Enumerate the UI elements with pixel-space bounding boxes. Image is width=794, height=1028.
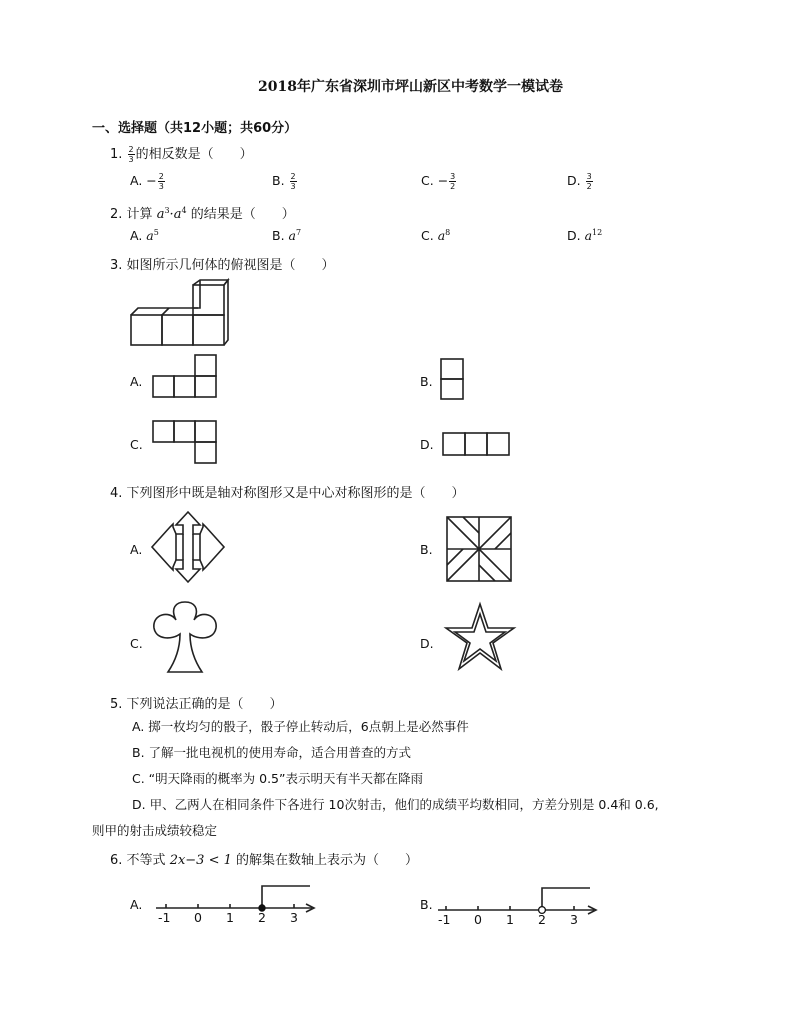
q3-option-a-figure [152, 354, 218, 398]
solid-figure [128, 280, 228, 348]
axis-tick-label: 0 [194, 910, 202, 925]
axis-tick-label: 1 [226, 910, 234, 925]
math-expression: $a^3\cdot a^4$ [156, 206, 187, 222]
question-1 [110, 143, 253, 164]
section-heading: 一、选择题（共12小题；共60分） [92, 121, 298, 136]
question-stem: 的相反数是（ ） [135, 147, 253, 162]
q6-option-a[interactable]: A. [130, 897, 143, 912]
axis-tick-label: 2 [538, 912, 546, 927]
axis-tick-label: 0 [474, 912, 482, 927]
q4-option-b[interactable]: B. [420, 542, 433, 557]
star-icon [444, 602, 516, 674]
q2-option-a[interactable]: A. $a^5$ [130, 228, 159, 243]
q3-option-b-figure [440, 358, 464, 400]
q4-option-c[interactable]: C. [130, 636, 143, 651]
q2-option-c[interactable]: C. $a^8$ [421, 228, 451, 243]
q4-option-a[interactable]: A. [130, 542, 143, 557]
q3-option-a[interactable]: A. [130, 374, 143, 389]
pinwheel-icon [446, 516, 512, 582]
q1-option-c[interactable]: C. − $\frac{3}{2}$ [421, 172, 456, 191]
four-way-arrow-icon [150, 510, 226, 584]
question-3: 3. 如图所示几何体的俯视图是（ ） [110, 258, 335, 273]
q5-option-d[interactable]: D. 甲、乙两人在相同条件下各进行 10次射击，他们的成绩平均数相同，方差分别是 0.4和 0.6, [132, 797, 659, 812]
question-4: 4. 下列图形中既是轴对称图形又是中心对称图形的是（ ） [110, 486, 465, 501]
inequality: 2x−3 < 1 [169, 853, 232, 868]
page-title: 2018年广东省深圳市坪山新区中考数学一模试卷 [258, 79, 563, 95]
q5-option-a[interactable]: A. 掷一枚均匀的骰子，骰子停止转动后，6点朝上是必然事件 [132, 719, 469, 734]
axis-tick-label: 3 [290, 910, 298, 925]
q3-option-b[interactable]: B. [420, 374, 433, 389]
q4-option-d[interactable]: D. [420, 636, 434, 651]
fraction: $\frac{2}{3}$ [128, 145, 134, 164]
axis-tick-label: -1 [158, 910, 171, 925]
q5-option-c[interactable]: C. “明天降雨的概率为 0.5”表示明天有半天都在降雨 [132, 771, 423, 786]
q1-option-d[interactable]: D. $\frac{3}{2}$ [567, 172, 592, 191]
q5-option-b[interactable]: B. 了解一批电视机的使用寿命，适合用普查的方式 [132, 745, 412, 760]
axis-tick-label: -1 [438, 912, 451, 927]
q1-option-b[interactable]: B. $\frac{2}{3}$ [272, 172, 296, 191]
q6-option-b-numberline [434, 882, 604, 932]
club-icon [150, 600, 220, 676]
q3-option-c-figure [152, 420, 218, 464]
q3-option-d[interactable]: D. [420, 437, 434, 452]
question-2: 2. 计算 $a^3\cdot a^4$ 的结果是（ ） [110, 206, 295, 222]
q2-option-d[interactable]: D. $a^{12}$ [567, 228, 603, 243]
q5-option-d-cont: 则甲的射击成绩较稳定 [92, 823, 218, 838]
q3-option-c[interactable]: C. [130, 437, 143, 452]
q2-option-b[interactable]: B. $a^7$ [272, 228, 302, 243]
axis-tick-label: 3 [570, 912, 578, 927]
axis-tick-label: 1 [506, 912, 514, 927]
axis-tick-label: 2 [258, 910, 266, 925]
question-6: 6. 不等式 2x−3 < 1 的解集在数轴上表示为（ ） [110, 853, 419, 868]
q6-option-b[interactable]: B. [420, 897, 433, 912]
question-number: 1. [110, 147, 123, 162]
q1-option-a[interactable]: A. − $\frac{2}{3}$ [130, 172, 164, 191]
question-5: 5. 下列说法正确的是（ ） [110, 697, 283, 712]
q3-option-d-figure [442, 432, 512, 458]
